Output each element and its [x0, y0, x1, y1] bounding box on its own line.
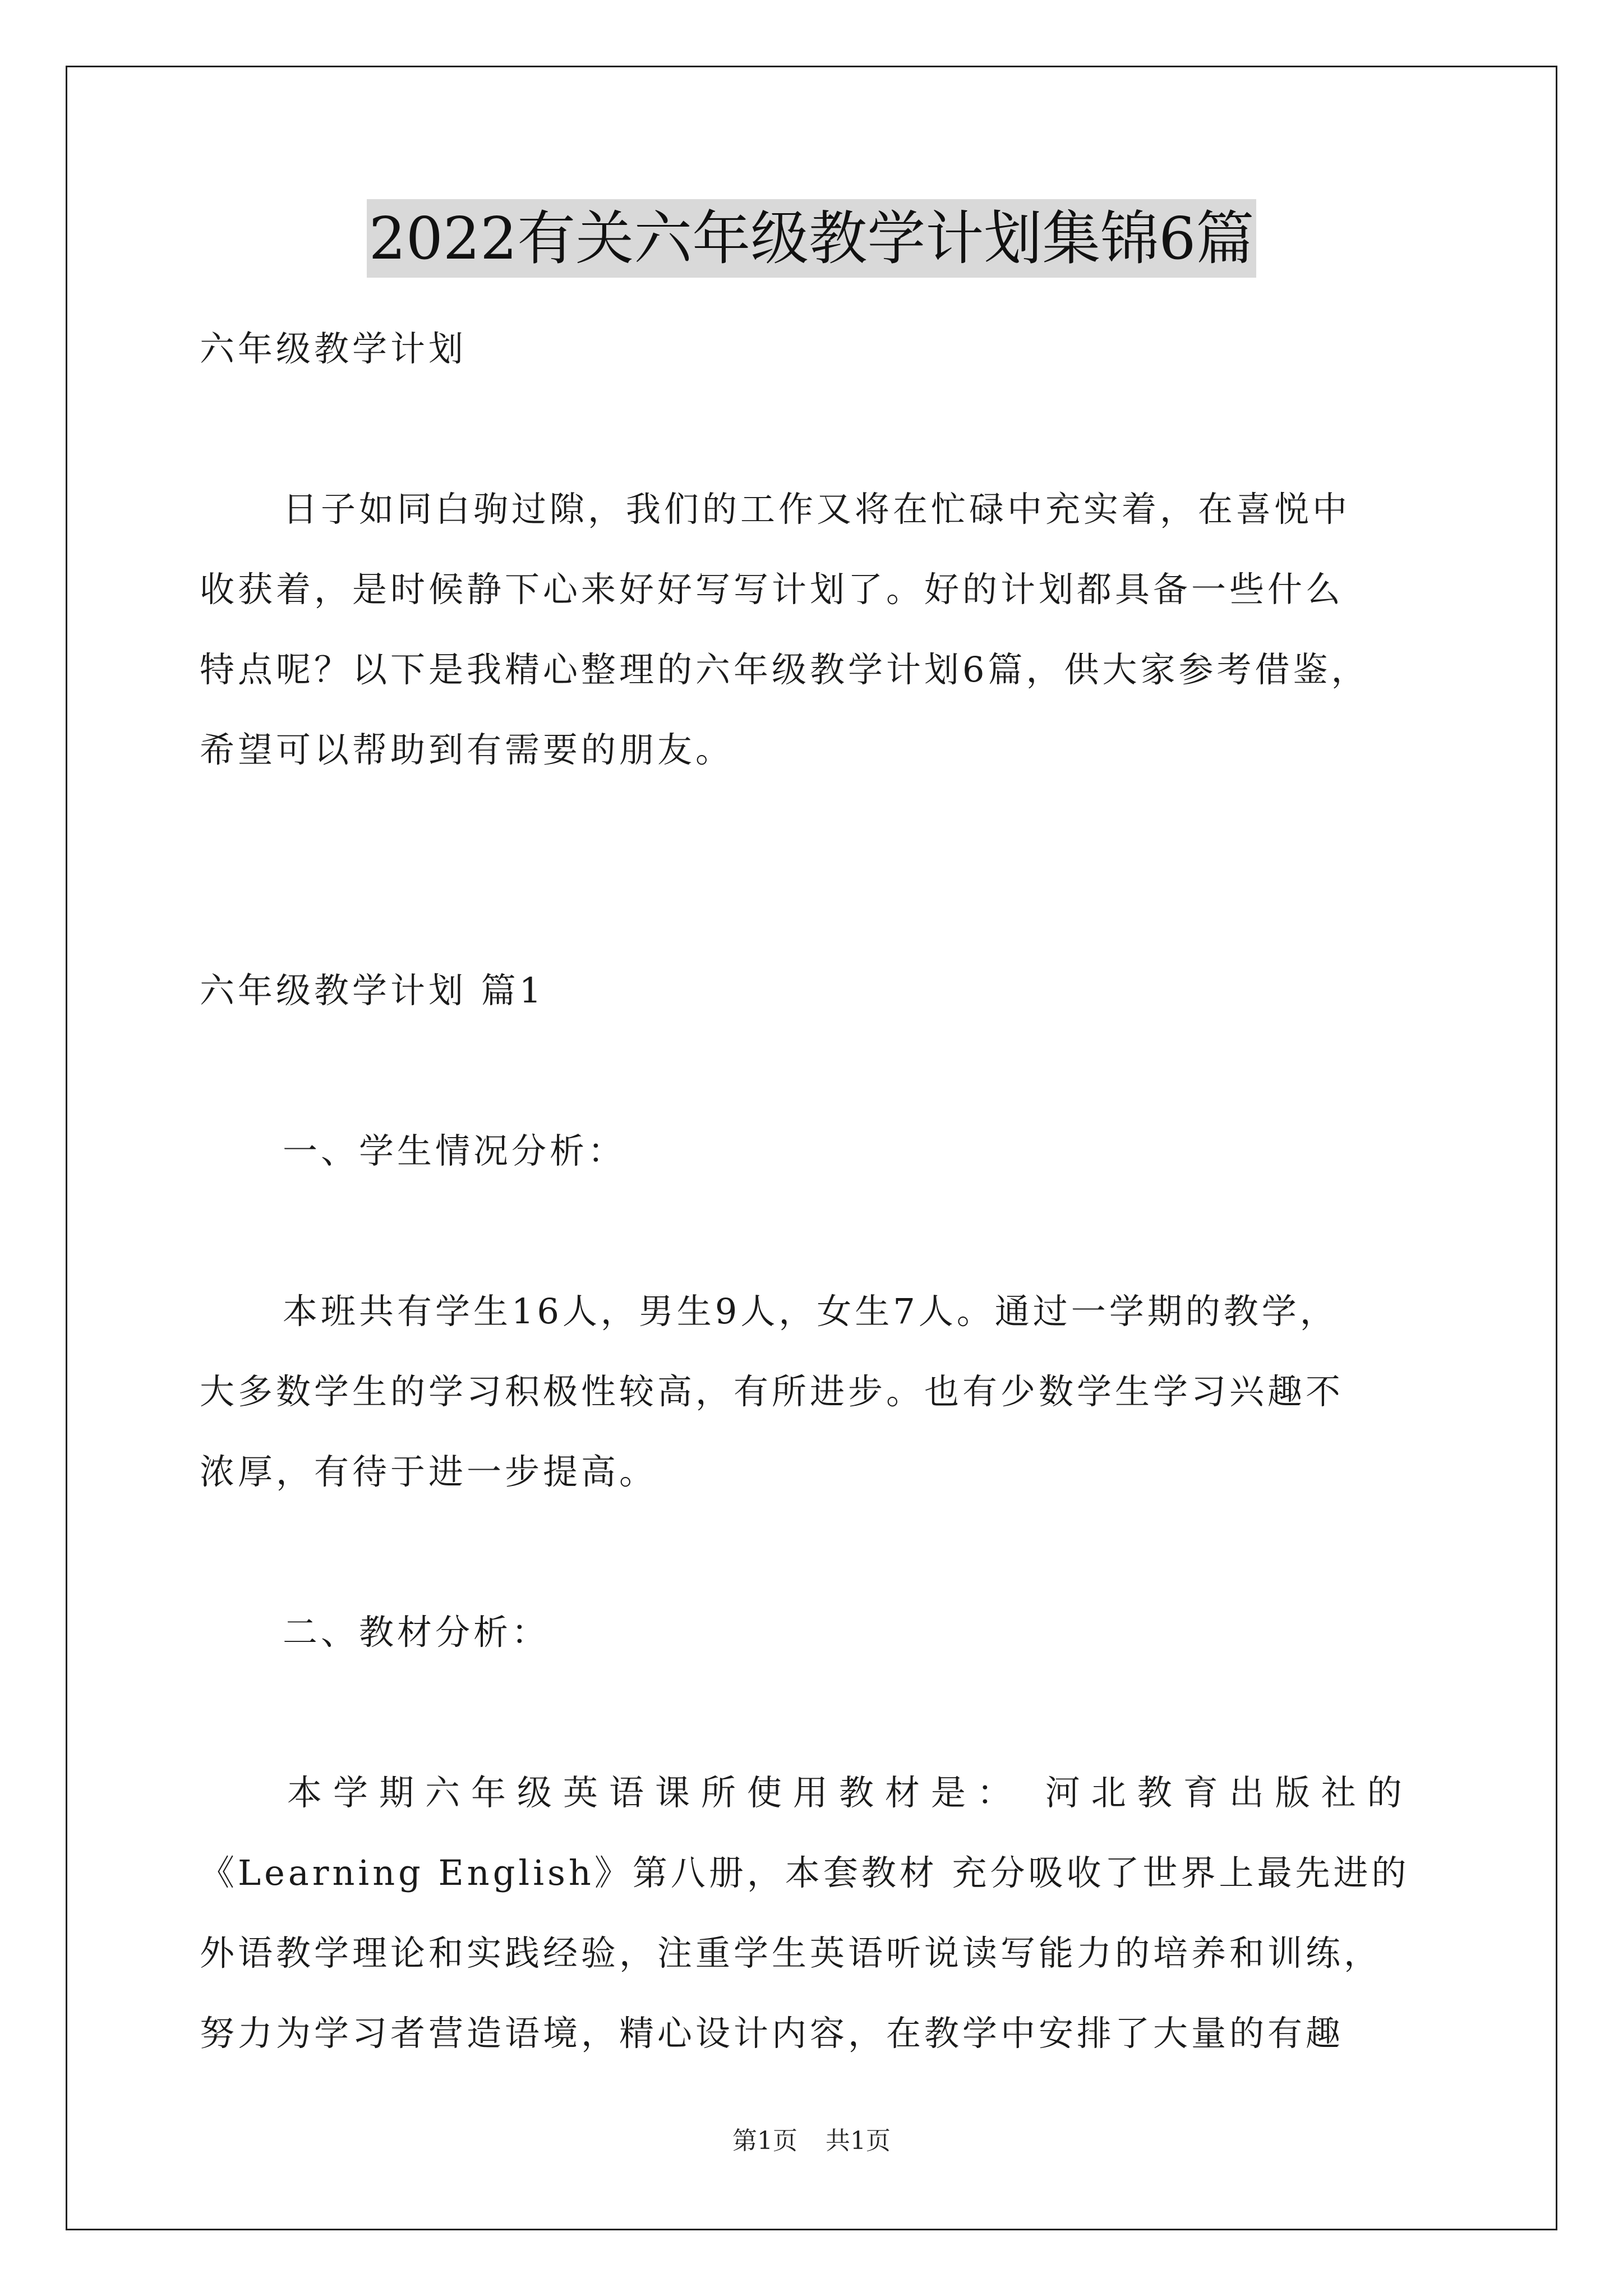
subsection-heading: 一、学生情况分析： [283, 1130, 626, 1171]
paragraph-line: 本班共有学生16人，男生9人，女生7人。通过一学期的教学， [283, 1291, 1338, 1332]
paragraph-line: 本学期六年级英语课所使用教材是： 河北教育出版社的 [287, 1772, 1413, 1813]
paragraph-line: 特点呢？以下是我精心整理的六年级教学计划6篇，供大家参考借鉴， [200, 649, 1370, 690]
page-number-current: 第1页 [732, 2127, 797, 2155]
spacer [200, 1672, 1450, 1752]
paragraph-line: 《Learning English》第八册，本套教材 充分吸收了世界上最先进的 [200, 1852, 1410, 1893]
document-body [200, 309, 1450, 2073]
page-number-total: 共1页 [826, 2127, 891, 2155]
section-heading: 六年级教学计划 [200, 328, 467, 369]
paragraph-line: 努力为学习者营造语境，精心设计内容，在教学中安排了大量的有趣 [200, 2013, 1344, 2054]
spacer [200, 1191, 1450, 1271]
paragraph-line: 日子如同白驹过隙，我们的工作又将在忙碌中充实着，在喜悦中 [283, 489, 1351, 530]
page-footer [0, 2120, 1623, 2156]
spacer [200, 870, 1450, 950]
paragraph-line: 浓厚，有待于进一步提高。 [200, 1451, 658, 1492]
spacer [200, 1512, 1450, 1592]
paragraph-line: 希望可以帮助到有需要的朋友。 [200, 729, 734, 770]
section-heading: 六年级教学计划 篇1 [200, 970, 545, 1011]
paragraph-line: 大多数学生的学习积极性较高，有所进步。也有少数学生学习兴趣不 [200, 1371, 1344, 1412]
subsection-heading: 二、教材分析： [283, 1612, 550, 1653]
paragraph-line: 收获着，是时候静下心来好好写写计划了。好的计划都具备一些什么 [200, 569, 1344, 610]
document-title: 2022有关六年级教学计划集锦6篇 [367, 199, 1257, 278]
paragraph-line: 外语教学理论和实践经验，注重学生英语听说读写能力的培养和训练， [200, 1932, 1382, 1973]
title-container [0, 199, 1623, 278]
spacer [200, 389, 1450, 469]
spacer [200, 790, 1450, 870]
spacer [200, 1030, 1450, 1111]
